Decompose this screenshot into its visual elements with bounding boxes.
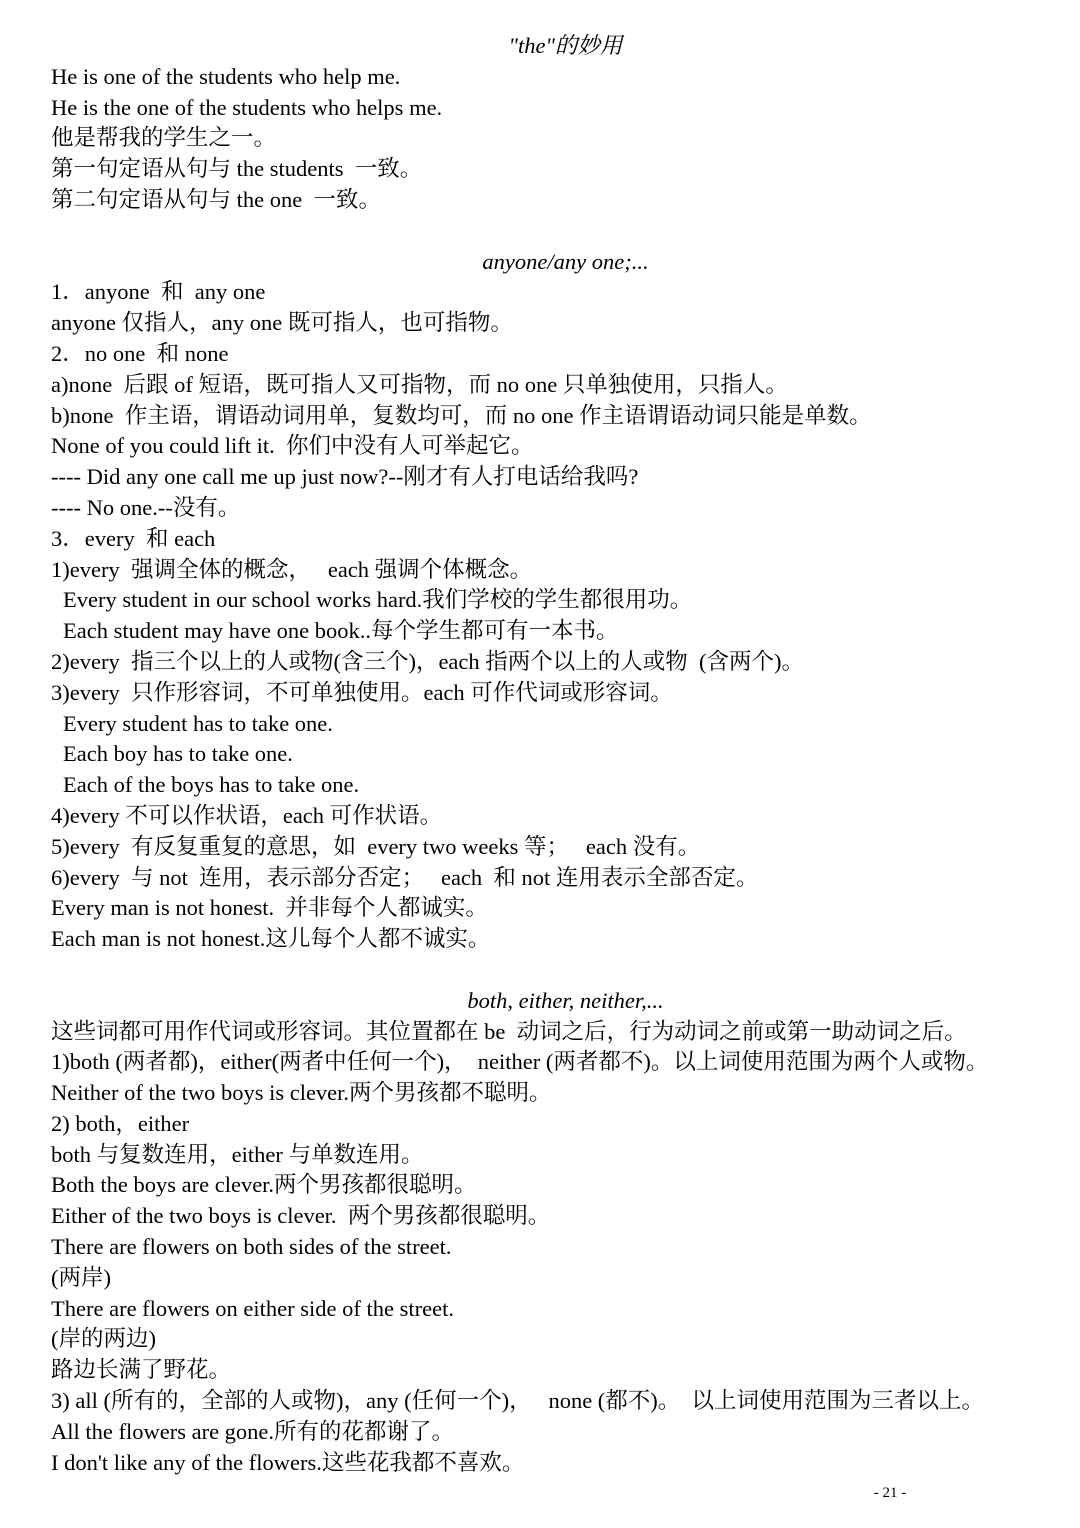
text-line: Both the boys are clever.两个男孩都很聪明。 [51, 1172, 477, 1198]
section-heading-the: "the"的妙用 [508, 33, 623, 58]
text-line: I don't like any of the flowers.这些花我都不喜欢。 [51, 1449, 525, 1475]
text-line: both 与复数连用，either 与单数连用。 [51, 1141, 424, 1167]
text-line: 第二句定语从句与 the one 一致。 [51, 186, 381, 212]
text-line: There are flowers on both sides of the street. [51, 1234, 452, 1260]
text-line: He is the one of the students who helps me. [51, 94, 443, 120]
text-line: a)none 后跟 of 短语，既可指人又可指物，而 no one 只单独使用，只指人。 [51, 371, 788, 397]
text-line: anyone 仅指人，any one 既可指人，也可指物。 [51, 310, 513, 336]
text-line: (岸的两边) [51, 1326, 156, 1352]
text-line: Either of the two boys is clever. 两个男孩都很聪明。 [51, 1203, 551, 1229]
text-line: 2．no one 和 none [51, 340, 229, 366]
example-line: Every student has to take one. [63, 710, 333, 736]
section-heading-anyone: anyone/any one;... [482, 248, 649, 274]
text-line: 第一句定语从句与 the students 一致。 [51, 156, 423, 182]
text-line: 2) both，either [51, 1110, 190, 1136]
text-line: 这些词都可用作代词或形容词。其位置都在 be 动词之后，行为动词之前或第一助动词之后。 [51, 1018, 967, 1044]
text-line: All the flowers are gone.所有的花都谢了。 [51, 1418, 455, 1444]
example-line: Each of the boys has to take one. [63, 772, 360, 798]
example-line: Each boy has to take one. [63, 741, 293, 767]
text-line: 他是帮我的学生之一。 [51, 125, 277, 151]
text-line: 3)every 只作形容词，不可单独使用。each 可作代词或形容词。 [51, 679, 673, 705]
section-heading-both-either-neither: both, either, neither,... [467, 987, 664, 1013]
example-line: Each student may have one book..每个学生都可有一本书。 [63, 618, 619, 644]
spacer [51, 955, 1080, 986]
text-line: 1)both (两者都)，either(两者中任何一个)， neither (两者都不)。以上词使用范围为两个人或物。 [51, 1049, 989, 1075]
text-line: 3) all (所有的，全部的人或物)，any (任何一个)， none (都不)。 以上词使用范围为三者以上。 [51, 1388, 985, 1414]
text-line: Neither of the two boys is clever.两个男孩都不聪明。 [51, 1080, 552, 1106]
text-line: 6)every 与 not 连用，表示部分否定； each 和 not 连用表示全部否定。 [51, 864, 759, 890]
text-line: Each man is not honest.这儿每个人都不诚实。 [51, 926, 491, 952]
text-line: b)none 作主语，谓语动词用单，复数均可，而 no one 作主语谓语动词只能是单数。 [51, 402, 872, 428]
text-line: 5)every 有反复重复的意思，如 every two weeks 等； each 没有。 [51, 833, 701, 859]
text-line: 3．every 和 each [51, 525, 216, 551]
text-line: There are flowers on either side of the street. [51, 1295, 454, 1321]
text-line: 1．anyone 和 any one [51, 279, 266, 305]
text-line: None of you could lift it. 你们中没有人可举起它。 [51, 433, 534, 459]
text-line: 4)every 不可以作状语，each 可作状语。 [51, 802, 443, 828]
example-line: Every student in our school works hard.我们学校的学生都很用功。 [63, 587, 693, 613]
page-number: - 21 - [873, 1485, 907, 1501]
text-line: ---- No one.--没有。 [51, 494, 241, 520]
text-line: (两岸) [51, 1264, 111, 1290]
text-line: He is one of the students who help me. [51, 63, 401, 89]
spacer [51, 216, 1080, 247]
text-line: ---- Did any one call me up just now?--刚才有人打电话给我吗? [51, 464, 639, 490]
text-line: 2)every 指三个以上的人或物(含三个)，each 指两个以上的人或物 (含两个)。 [51, 648, 805, 674]
text-line: 路边长满了野花。 [51, 1357, 232, 1383]
text-line: 1)every 强调全体的概念， each 强调个体概念。 [51, 556, 533, 582]
text-line: Every man is not honest. 并非每个人都诚实。 [51, 895, 488, 921]
